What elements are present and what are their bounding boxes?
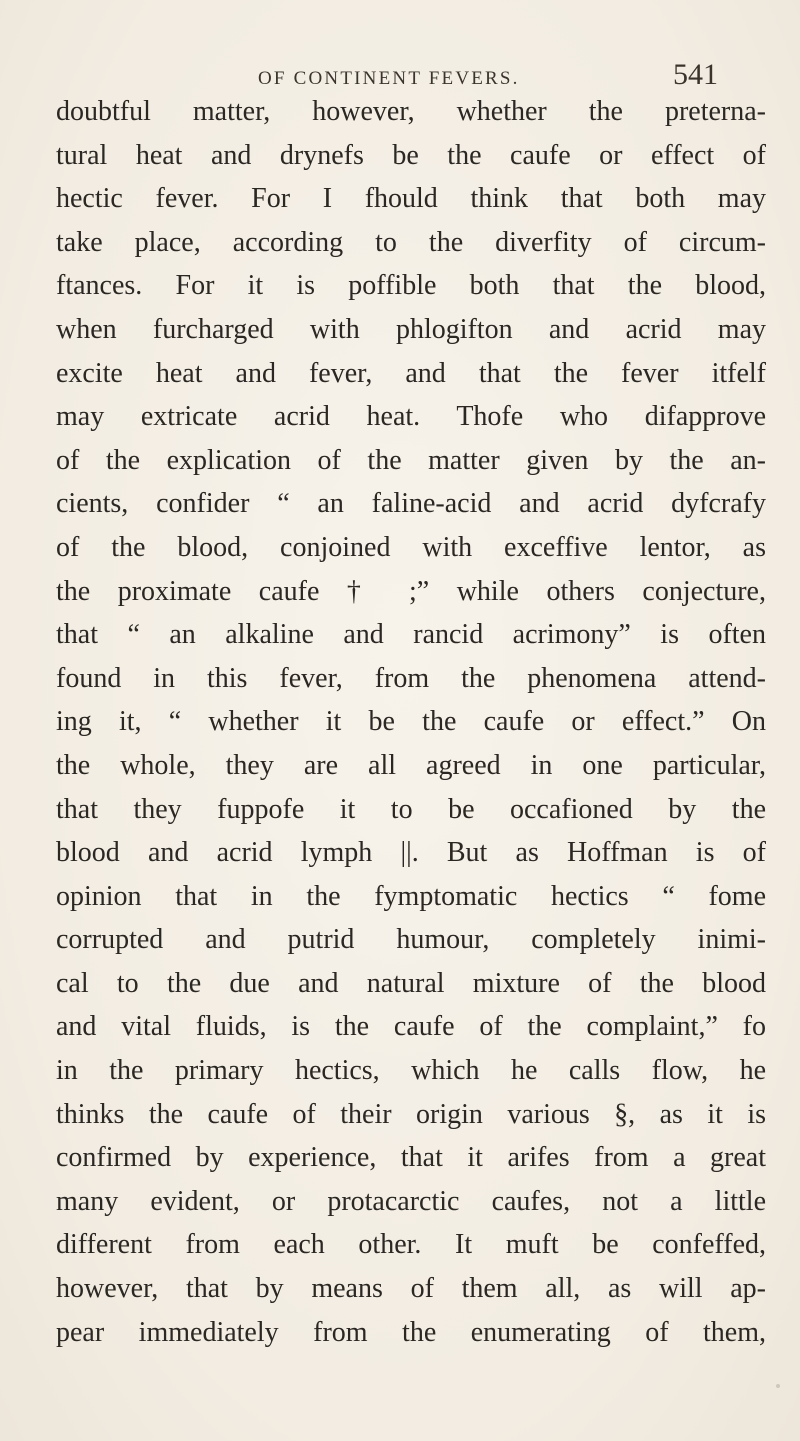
text-line: and vital fluids, is the caufe of the complaint,” fo (56, 1011, 766, 1043)
running-head: OF CONTINENT FEVERS. (258, 68, 520, 89)
text-line: pear immediately from the enumerating of them, (56, 1316, 766, 1348)
text-line: hectic fever. For I fhould think that both may (56, 183, 766, 215)
text-line: in the primary hectics, which he calls flow, he (56, 1055, 766, 1087)
text-line: cients, confider “ an faline-acid and acrid dyfcrafy (56, 488, 766, 520)
text-line: many evident, or protacarctic caufes, not a little (56, 1185, 766, 1217)
text-line: tural heat and drynefs be the caufe or effect of (56, 139, 766, 171)
page-number: 541 (673, 58, 718, 91)
text-line: the proximate caufe † ;” while others conjecture, (56, 575, 766, 607)
text-line: found in this fever, from the phenomena attend- (56, 662, 766, 694)
text-line: ing it, “ whether it be the caufe or effect.” On (56, 706, 766, 738)
text-line: take place, according to the diverfity of circum- (56, 226, 766, 258)
text-line: of the blood, conjoined with exceffive lentor, as (56, 531, 766, 563)
text-line: doubtful matter, however, whether the preterna- (56, 96, 766, 127)
text-line: the whole, they are all agreed in one particular, (56, 749, 766, 781)
text-line: excite heat and fever, and that the fever itfelf (56, 357, 766, 389)
text-line: may extricate acrid heat. Thofe who difapprove (56, 401, 766, 433)
text-line: that “ an alkaline and rancid acrimony” is often (56, 619, 766, 651)
text-line: blood and acrid lymph ||. But as Hoffman is of (56, 837, 766, 869)
text-line: different from each other. It muft be confeffed, (56, 1229, 766, 1261)
body-text (56, 90, 766, 1354)
text-line: corrupted and putrid humour, completely inimi- (56, 924, 766, 956)
text-line: thinks the caufe of their origin various §, as it is (56, 1098, 766, 1130)
text-line: confirmed by experience, that it arifes from a great (56, 1142, 766, 1174)
text-line: opinion that in the fymptomatic hectics “ fome (56, 880, 766, 912)
text-line: cal to the due and natural mixture of the blood (56, 967, 766, 999)
text-line: of the explication of the matter given by the an- (56, 444, 766, 476)
text-line: ftances. For it is poffible both that the blood, (56, 270, 766, 302)
text-line: that they fuppofe it to be occafioned by the (56, 793, 766, 825)
paper-mark (776, 1384, 780, 1388)
text-line: however, that by means of them all, as will ap- (56, 1273, 766, 1305)
text-line: when furcharged with phlogifton and acrid may (56, 313, 766, 345)
